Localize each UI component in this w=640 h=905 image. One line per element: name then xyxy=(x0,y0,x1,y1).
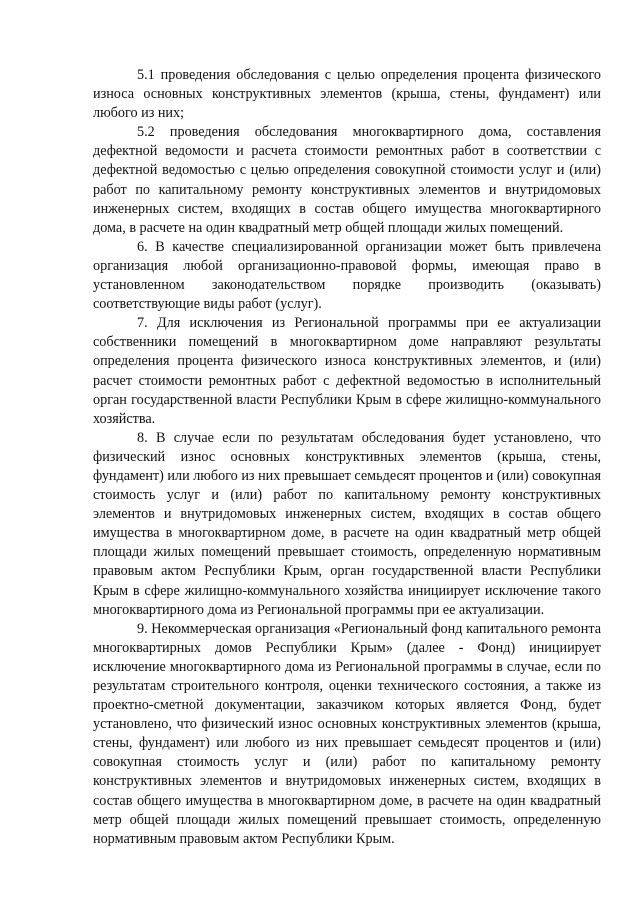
paragraph-8: 8. В случае если по результатам обследования будет установлено, что физический износ основных конструктивных элементов (крыша, стены, фундамент) или любого из них превышает семьдесят процентов и (или) совокупная стоимость услуг и (или) работ по капитальному ремонту конструктивных элементов и внутридомовых инженерных систем, входящих в состав общего имущества в многоквартирном доме, в расчете на один квадратный метр общей площади жилых помещений превышает стоимость, определенную нормативным правовым актом Республики Крым, орган государственной власти Республики Крым в сфере жилищно-коммунального хозяйства инициирует исключение такого многоквартирного дома из Региональной программы при ее актуализации. xyxy=(93,429,601,618)
paragraph-5-2: 5.2 проведения обследования многоквартирного дома, составления дефектной ведомости и расчета стоимости ремонтных работ в соответствии с дефектной ведомостью с целью определения совокупной стоимости услуг и (или) работ по капитальному ремонту конструктивных элементов и внутридомовых инженерных систем, входящих в состав общего имущества многоквартирного дома, в расчете на один квадратный метр общей площади жилых помещений. xyxy=(93,124,601,236)
paragraph-5-1: 5.1 проведения обследования с целью определения процента физического износа основных конструктивных элементов (крыша, стены, фундамент) или любого из них; xyxy=(93,67,601,122)
paragraph-9: 9. Некоммерческая организация «Региональный фонд капитального ремонта многоквартирных домов Республики Крым» (далее - Фонд) инициирует исключение многоквартирного дома из Региональной программы в случае, если по результатам строительного контроля, оценки технического состояния, а также из проектно-сметной документации, заказчиком которых является Фонд, будет установлено, что физический износ основных конструктивных элементов (крыша, стены, фундамент) или любого из них превышает семьдесят процентов и (или) совокупная стоимость услуг и (или) работ по капитальному ремонту конструктивных элементов и внутридомовых инженерных систем, входящих в состав общего имущества в многоквартирном доме, в расчете на один квадратный метр общей площади жилых помещений превышает стоимость, определенную нормативным правовым актом Республики Крым. xyxy=(93,620,601,847)
paragraph-6: 6. В качестве специализированной организации может быть привлечена организация любой организационно-правовой формы, имеющая право в установленном законодательством порядке производить (оказывать) соответствующие виды работ (услуг). xyxy=(93,238,601,313)
paragraph-7: 7. Для исключения из Региональной программы при ее актуализации собственники помещений в многоквартирном доме направляют результаты определения процента физического износа конструктивных элементов, и (или) расчет стоимости ремонтных работ с дефектной ведомостью в исполнительный орган государственной власти Республики Крым в сфере жилищно-коммунального хозяйства. xyxy=(93,315,601,427)
document-body xyxy=(93,66,601,849)
